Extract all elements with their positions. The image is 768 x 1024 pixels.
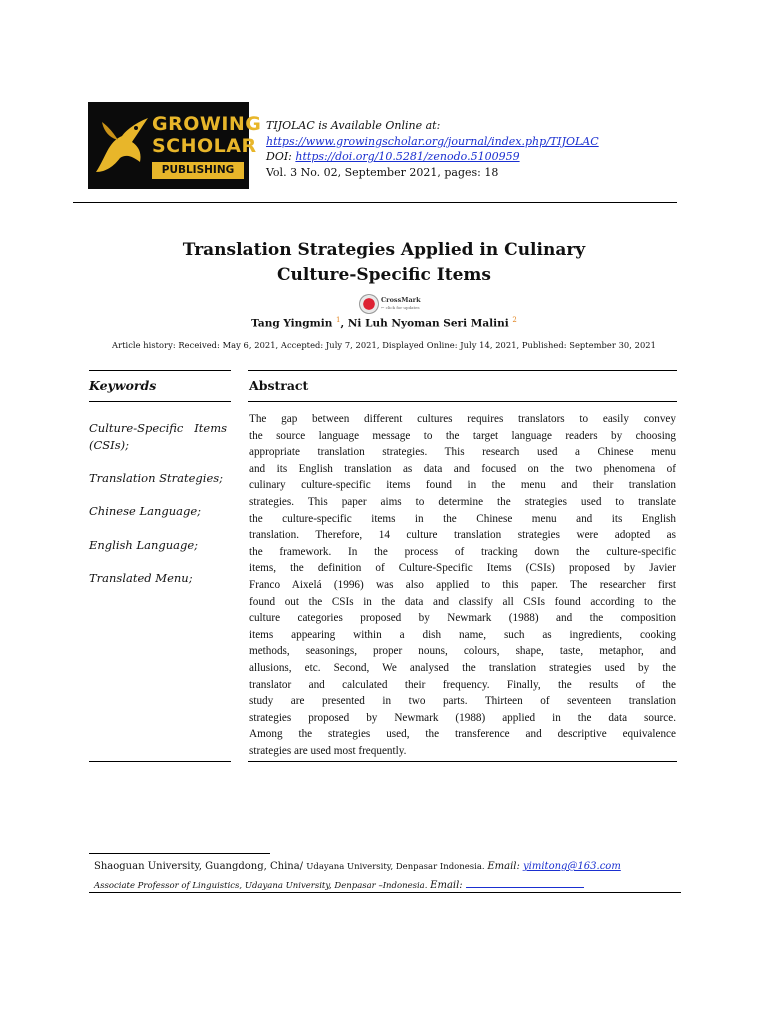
abstract-heading: Abstract [249, 378, 309, 393]
author-1-affiliation: 1 [336, 316, 341, 324]
footnote-rule [89, 853, 270, 854]
doi-link[interactable]: https://doi.org/10.5281/zenodo.5100959 [295, 150, 520, 163]
bird-icon [88, 102, 152, 189]
footnote-2 [94, 877, 584, 891]
abstract-head-rule [248, 401, 677, 402]
footnote-1-affiliation: Shaoguan University, Guangdong, China/ [94, 861, 307, 872]
footnote-2-email-label: Email: [430, 880, 463, 891]
journal-url-link[interactable]: https://www.growingscholar.org/journal/index.php/TIJOLAC [266, 134, 599, 148]
crossmark-sublabel: ← click for updates [381, 305, 420, 310]
journal-info [266, 118, 599, 180]
abstract-body [249, 411, 676, 759]
abstract-line: the framework. In the process of tracking down the culture-specific [249, 545, 676, 558]
title-line-2: Culture-Specific Items [277, 265, 491, 285]
article-title [0, 238, 768, 288]
abstract-line: study are presented in two parts. Thirteen of seventeen translation [249, 695, 676, 708]
keywords-top-rule [89, 370, 231, 371]
logo-text-line2: SCHOLAR [152, 135, 257, 157]
keyword-item: Culture-Specific Items [89, 421, 227, 435]
availability-text: TIJOLAC is Available Online at: [266, 119, 441, 132]
abstract-line: methods, seasonings, proper nouns, colours, shape, taste, metaphor, and [249, 645, 676, 658]
footnote-1-email-label: Email: [487, 861, 524, 872]
abstract-line: found out the CSIs in the data and classify all CSIs found according to the [249, 595, 676, 608]
keyword-item: Translation Strategies; [89, 471, 224, 485]
abstract-line: strategies. This paper aims to determine the strategies used to translate [249, 495, 676, 508]
keyword-item: English Language; [89, 538, 199, 552]
keywords-bottom-rule [89, 761, 231, 762]
abstract-line: The gap between different cultures requires translators to easily convey [249, 413, 676, 425]
keyword-item: Chinese Language; [89, 504, 202, 518]
abstract-line: culture categories proposed by Newmark (1988) and the composition [249, 612, 676, 625]
abstract-line: items, the definition of Culture-Specific Items (CSIs) proposed by Javier [249, 562, 676, 575]
abstract-line: Franco Aixelá (1996) was also applied to this paper. The researcher first [249, 578, 676, 591]
author-2: Ni Luh Nyoman Seri Malini [347, 317, 509, 330]
crossmark-icon [359, 294, 379, 314]
author-list [0, 316, 768, 330]
abstract-line: translator and calculated their frequency. Finally, the results of the [249, 678, 676, 691]
abstract-line: culinary culture-specific items found in the menu and their translation [249, 479, 676, 492]
abstract-line: Among the strategies used, the transference and descriptive equivalence [249, 728, 676, 741]
keyword-item: Translated Menu; [89, 571, 193, 585]
crossmark-badge[interactable] [359, 294, 419, 316]
abstract-top-rule [248, 370, 677, 371]
volume-text: Vol. 3 No. 02, September 2021, pages: 18 [266, 165, 499, 179]
footnote-1-affiliation-2: Udayana University, Denpasar Indonesia. [306, 862, 488, 872]
publisher-logo [88, 102, 262, 189]
header-divider [73, 202, 677, 203]
doi-label: DOI: [266, 150, 292, 163]
abstract-line: allusions, etc. Second, We analysed the translation strategies used by the [249, 661, 676, 674]
keyword-item: (CSIs); [89, 438, 129, 452]
abstract-line: items appearing within a dish name, such as ingredients, cooking [249, 628, 676, 641]
email-link-author-2[interactable] [466, 877, 584, 888]
abstract-line: translation. Therefore, 14 culture translation strategies were adopted as [249, 529, 676, 542]
keywords-heading: Keywords [89, 378, 157, 393]
article-history: Article history: Received: May 6, 2021, Accepted: July 7, 2021, Displayed Online: July 14, 2021, Published: September 30, 2021 [112, 340, 656, 350]
footnote-2-affiliation: Associate Professor of Linguistics, Udayana University, Denpasar –Indonesia. [94, 881, 431, 891]
abstract-line: the source language message to the target language readers by choosing [249, 429, 676, 442]
abstract-line: and its English translation as data and focused on the two phenomena of [249, 462, 676, 475]
footnote-1 [94, 861, 621, 872]
logo-text-line3: PUBLISHING [152, 162, 244, 179]
author-2-affiliation: 2 [512, 316, 517, 324]
title-line-1: Translation Strategies Applied in Culinary [182, 240, 586, 260]
author-1: Tang Yingmin [251, 317, 333, 330]
crossmark-label: CrossMark ← click for updates [381, 296, 421, 310]
author-separator: , [340, 317, 348, 330]
email-link-author-1[interactable]: yimitong@163.com [523, 861, 621, 872]
footnote-bottom-rule [89, 892, 681, 893]
abstract-line: the culture-specific items in the Chinese menu and its English [249, 512, 676, 525]
abstract-line: strategies are used most frequently. [249, 744, 407, 757]
keywords-head-rule [89, 401, 231, 402]
logo-text-line1: GROWING [152, 113, 262, 135]
abstract-line: strategies proposed by Newmark (1988) applied in the data source. [249, 711, 676, 724]
abstract-line: appropriate translation strategies. This research used a Chinese menu [249, 446, 676, 459]
abstract-bottom-rule [248, 761, 677, 762]
